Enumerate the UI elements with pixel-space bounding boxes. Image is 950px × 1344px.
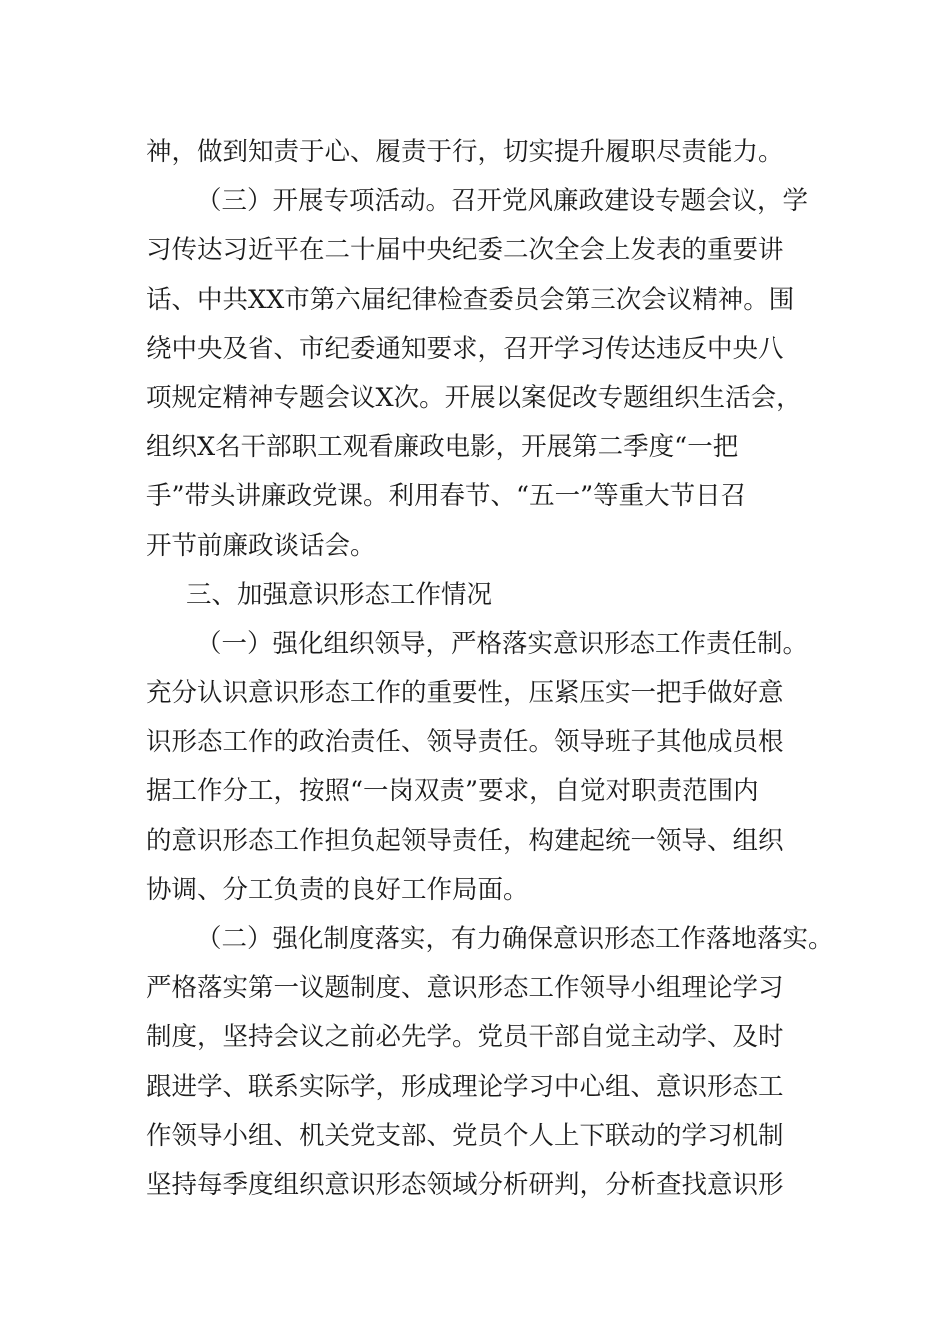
text-line: 严格落实第一议题制度、意识形态工作领导小组理论学习 [146, 973, 784, 1004]
text-line: 充分认识意识形态工作的重要性，压紧压实一把手做好意 [146, 678, 784, 709]
text-line: （二）强化制度落实，有力确保意识形态工作落地落实。 [196, 924, 834, 954]
text-line: 坚持每季度组织意识形态领域分析研判，分析查找意识形 [146, 1169, 784, 1200]
text-line: 习传达习近平在二十届中央纪委二次全会上发表的重要讲 [146, 235, 784, 266]
text-line: 作领导小组、机关党支部、党员个人上下联动的学习机制 [146, 1120, 784, 1151]
text-line: 神，做到知责于心、履责于行，切实提升履职尽责能力。 [146, 137, 784, 167]
document-body [146, 128, 834, 1210]
text-line: 组织X名干部职工观看廉政电影，开展第二季度“一把 [146, 432, 739, 463]
text-line: （一）强化组织领导，严格落实意识形态工作责任制。 [196, 628, 809, 659]
text-line: 制度，坚持会议之前必先学。党员干部自觉主动学、及时 [146, 1022, 784, 1053]
text-line: 开节前廉政谈话会。 [146, 530, 376, 561]
text-line: 项规定精神专题会议X次。开展以案促改专题组织生活会， [146, 382, 802, 413]
text-line: （三）开展专项活动。召开党风廉政建设专题会议，学 [196, 186, 809, 217]
text-line: 识形态工作的政治责任、领导责任。领导班子其他成员根 [146, 727, 784, 758]
text-line: 的意识形态工作担负起领导责任，构建起统一领导、组织 [146, 825, 784, 856]
text-line: 三、加强意识形态工作情况 [186, 579, 493, 610]
text-line: 协调、分工负责的良好工作局面。 [146, 874, 529, 905]
text-line: 跟进学、联系实际学，形成理论学习中心组、意识形态工 [146, 1071, 784, 1102]
text-line: 绕中央及省、市纪委通知要求，召开学习传达违反中央八 [146, 333, 784, 364]
text-line: 据工作分工，按照“一岗双责”要求，自觉对职责范围内 [146, 776, 759, 807]
text-line: 手”带头讲廉政党课。利用春节、“五一”等重大节日召 [146, 481, 747, 512]
text-line: 话、中共XX市第六届纪律检查委员会第三次会议精神。围 [146, 284, 795, 315]
